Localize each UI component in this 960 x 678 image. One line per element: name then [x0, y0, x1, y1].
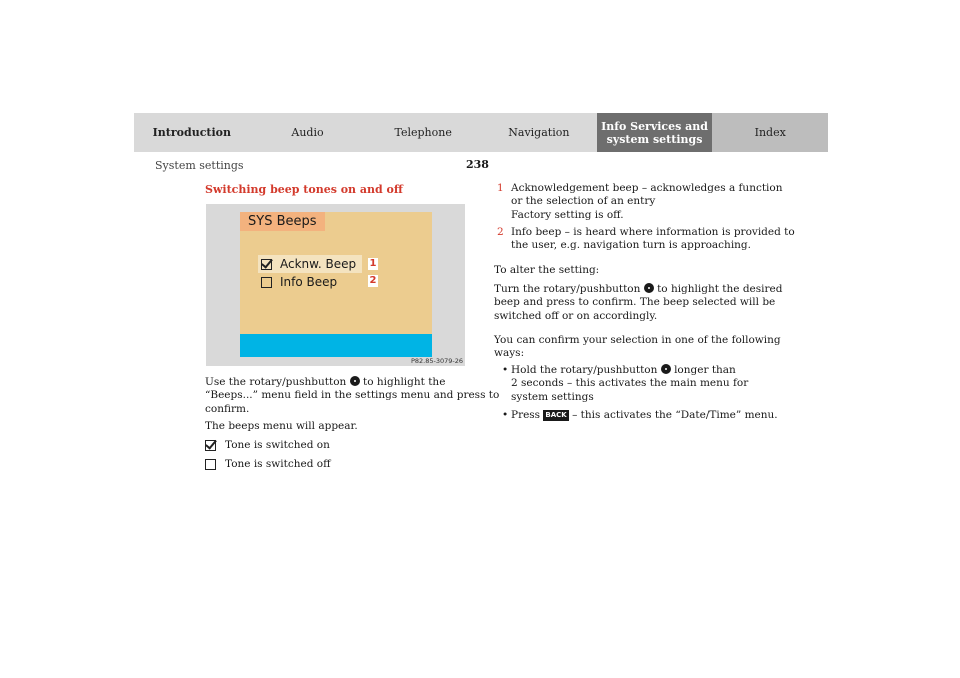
text: the user, e.g. navigation turn is approaching.: [511, 239, 751, 252]
text: Turn the rotary/pushbutton: [494, 283, 641, 295]
checkbox-checked-icon: [261, 259, 272, 270]
text: longer than: [674, 364, 736, 376]
beeps-menu-figure: [206, 204, 465, 366]
item-number: 2: [497, 226, 504, 238]
bullet-icon: •: [502, 409, 509, 421]
menu-item-info-beep: [258, 273, 337, 291]
tab-info-services[interactable]: Info Services and system settings: [597, 113, 713, 152]
text: 2 seconds – this activates the main menu for: [511, 377, 749, 390]
legend-label: Tone is switched on: [225, 439, 330, 451]
text: Hold the rotary/pushbutton: [511, 364, 658, 376]
section-heading: Switching beep tones on and off: [205, 183, 403, 196]
alter-setting-paragraph: [494, 283, 782, 323]
text: to highlight the desired: [657, 283, 783, 295]
tab-navigation[interactable]: Navigation: [481, 113, 597, 152]
legend-label: Tone is switched off: [225, 458, 331, 470]
text: Press: [511, 409, 541, 421]
screen-title: SYS Beeps: [240, 212, 325, 231]
item-text: [511, 226, 795, 253]
numbered-item-2: [497, 226, 795, 253]
instruction-paragraph: [205, 376, 499, 416]
text: to highlight the: [362, 376, 446, 388]
bullet-item-hold: [502, 364, 748, 404]
screen-bottom-bar: [240, 334, 432, 357]
menu-item-acknw-beep: [258, 255, 362, 273]
callout-1: 1: [369, 258, 377, 269]
rotary-pushbutton-icon: [350, 376, 360, 386]
alter-setting-title: To alter the setting:: [494, 264, 600, 276]
rotary-pushbutton-icon: [644, 283, 654, 293]
text: Info beep – is heard where information is provided to: [511, 226, 795, 238]
bullet-item-press: [502, 409, 778, 422]
confirm-paragraph: [494, 334, 781, 361]
text: Use the rotary/pushbutton: [205, 376, 347, 388]
tab-introduction[interactable]: Introduction: [134, 113, 250, 152]
checkbox-checked-icon: [205, 440, 216, 451]
text: Factory setting is off.: [511, 208, 624, 221]
item-text: [511, 182, 783, 222]
back-key-icon: BACK: [545, 411, 567, 419]
checkbox-empty-icon: [261, 277, 272, 288]
bullet-icon: •: [502, 364, 509, 376]
section-title: System settings: [155, 159, 244, 172]
tab-telephone[interactable]: Telephone: [365, 113, 481, 152]
checkbox-empty-icon: [205, 459, 216, 470]
text: – this activates the “Date/Time” menu.: [572, 409, 778, 421]
text: beep and press to confirm. The beep selected will be: [494, 296, 776, 309]
legend-on: [205, 439, 330, 451]
menu-item-label: Acknw. Beep: [280, 257, 357, 271]
tab-audio[interactable]: Audio: [250, 113, 366, 152]
bullet-text: [511, 409, 778, 422]
tab-index[interactable]: Index: [712, 113, 828, 152]
text: You can confirm your selection in one of the following: [494, 334, 781, 346]
numbered-item-1: [497, 182, 783, 222]
text: “Beeps...” menu field in the settings menu and press to: [205, 389, 500, 402]
menu-item-label: Info Beep: [280, 275, 338, 289]
chapter-tabs: [134, 113, 828, 152]
bullet-text: [511, 364, 748, 404]
rotary-pushbutton-icon: [661, 364, 671, 374]
figure-code: P82.85-3079-26: [410, 357, 463, 365]
legend-off: [205, 458, 331, 470]
text: system settings: [511, 390, 594, 403]
display-screen: [240, 212, 432, 357]
item-number: 1: [497, 182, 504, 194]
callout-2: 2: [369, 275, 377, 286]
text: or the selection of an entry: [511, 195, 656, 208]
menu-appears-text: The beeps menu will appear.: [205, 420, 358, 432]
text: confirm.: [205, 402, 250, 415]
text: ways:: [494, 347, 525, 360]
text: Acknowledgement beep – acknowledges a function: [511, 182, 783, 194]
page-number: 238: [466, 158, 489, 171]
text: switched off or on accordingly.: [494, 309, 658, 322]
